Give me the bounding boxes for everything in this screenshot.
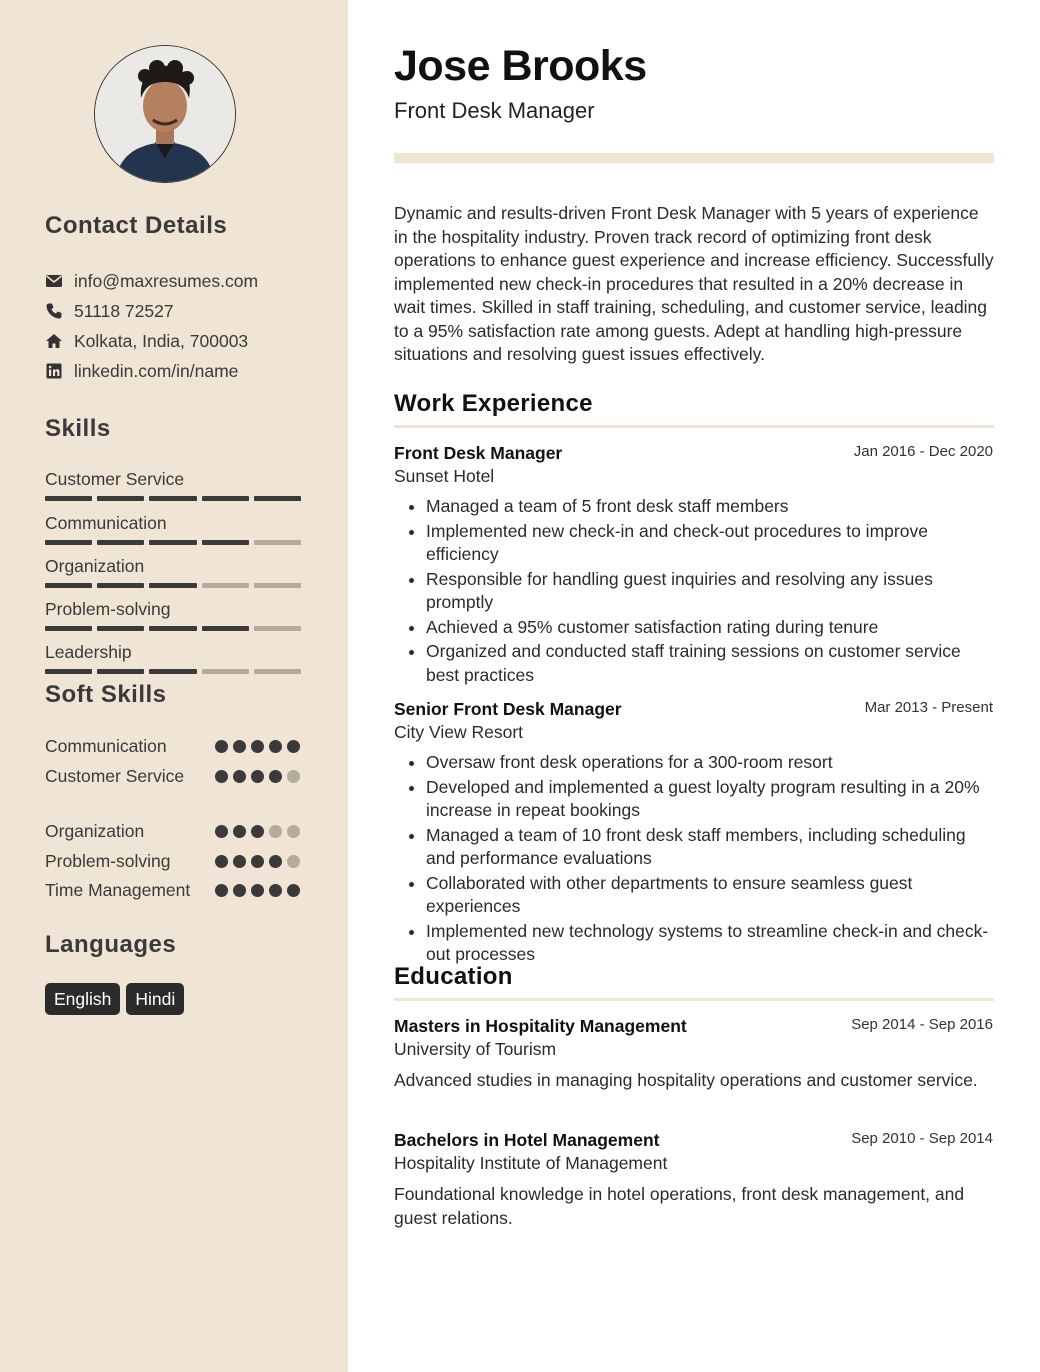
rating-dot [215, 855, 228, 868]
institution: Hospitality Institute of Management [394, 1153, 668, 1173]
soft-skill-item [45, 878, 301, 902]
skill-level-segment [97, 540, 144, 545]
rating-dot [287, 740, 300, 753]
skill-item [45, 512, 301, 545]
job-company: Sunset Hotel [394, 466, 495, 486]
skill-item [45, 555, 301, 588]
skill-level-segment [202, 669, 249, 674]
candidate-role: Front Desk Manager [394, 98, 595, 123]
sidebar [0, 0, 348, 1372]
rating-dot [233, 740, 246, 753]
job-bullet: • Managed a team of 10 front desk staff members, including scheduling and performance evaluations [426, 824, 994, 871]
work-entry [394, 442, 994, 688]
contact-location-text: Kolkata, India, 700003 [74, 330, 249, 351]
language-pill: Hindi [126, 983, 184, 1015]
skill-level-segment [45, 583, 92, 588]
skill-level-segment [202, 583, 249, 588]
job-bullets [394, 495, 994, 687]
skill-label: Leadership [45, 642, 132, 662]
job-bullet: • Developed and implemented a guest loyalty program resulting in a 20% increase in repeat bookings [426, 776, 994, 823]
skill-level-segment [97, 669, 144, 674]
skill-item [45, 468, 301, 501]
work-heading: Work Experience [394, 390, 593, 417]
soft-skill-item [45, 764, 301, 788]
soft-skill-rating [215, 770, 300, 783]
skill-level-segment [45, 496, 92, 501]
languages-list [45, 983, 184, 1015]
soft-skills-heading: Soft Skills [45, 681, 167, 708]
rating-dot [215, 740, 228, 753]
skill-level-segment [149, 669, 196, 674]
skills-heading: Skills [45, 415, 111, 442]
skill-level-segment [254, 496, 301, 501]
soft-skill-item [45, 734, 301, 758]
rating-dot [215, 825, 228, 838]
soft-skill-rating [215, 855, 300, 868]
institution: University of Tourism [394, 1039, 557, 1059]
skill-level-bar [45, 669, 301, 674]
job-bullet: • Responsible for handling guest inquiries and resolving any issues promptly [426, 568, 994, 615]
job-bullet: • Oversaw front desk operations for a 300-room resort [426, 751, 994, 775]
skill-level-bar [45, 496, 301, 501]
phone-icon [45, 302, 63, 320]
soft-skill-label: Communication [45, 736, 167, 756]
skill-level-segment [45, 540, 92, 545]
skill-label: Organization [45, 556, 145, 576]
contact-location [45, 329, 248, 353]
skill-level-bar [45, 626, 301, 631]
avatar [94, 45, 236, 183]
job-date: Mar 2013 - Present [864, 699, 993, 716]
degree-title: Bachelors in Hotel Management [394, 1130, 660, 1150]
rating-dot [287, 825, 300, 838]
job-bullet: • Achieved a 95% customer satisfaction rating during tenure [426, 616, 994, 640]
soft-skill-rating [215, 740, 300, 753]
skill-item [45, 598, 301, 631]
education-entry [394, 1129, 994, 1230]
rating-dot [233, 884, 246, 897]
skill-level-segment [97, 496, 144, 501]
rating-dot [215, 770, 228, 783]
contact-phone-text: 51118 72527 [74, 300, 174, 321]
soft-skill-label: Problem-solving [45, 851, 171, 871]
rating-dot [287, 884, 300, 897]
rating-dot [251, 825, 264, 838]
soft-skill-label: Organization [45, 821, 145, 841]
skill-level-segment [149, 540, 196, 545]
skill-label: Communication [45, 513, 167, 533]
work-entry [394, 698, 994, 968]
rating-dot [287, 770, 300, 783]
contact-phone[interactable] [45, 299, 174, 323]
job-title: Front Desk Manager [394, 443, 563, 463]
soft-skill-label: Customer Service [45, 766, 185, 786]
skill-level-segment [202, 496, 249, 501]
linkedin-icon [45, 362, 63, 380]
header-divider [394, 153, 994, 163]
summary: Dynamic and results-driven Front Desk Manager with 5 years of experience in the hospitality industry. Proven track record of optimizing front desk operations to enhance guest experience and increase efficiency. Successfully implemented new check-in procedures that resulted in a 20% decrease in wait times. Skilled in staff training, scheduling, and customer service, leading to a 95% satisfaction rate among guests. Adept at handling high-pressure situations and resolving guest issues effectively. [394, 203, 994, 364]
rating-dot [251, 770, 264, 783]
contact-linkedin[interactable] [45, 359, 238, 383]
soft-skill-rating [215, 825, 300, 838]
rating-dot [269, 740, 282, 753]
rating-dot [251, 740, 264, 753]
skill-level-segment [149, 496, 196, 501]
degree-description: Advanced studies in managing hospitality operations and customer service. [394, 1070, 978, 1090]
skill-level-bar [45, 540, 301, 545]
skill-level-segment [254, 540, 301, 545]
skill-level-segment [202, 540, 249, 545]
job-title: Senior Front Desk Manager [394, 699, 622, 719]
skill-level-segment [97, 583, 144, 588]
soft-skill-item [45, 819, 301, 843]
skill-level-segment [254, 669, 301, 674]
education-divider [394, 998, 994, 1001]
skill-item [45, 641, 301, 674]
education-heading: Education [394, 963, 513, 990]
skill-level-segment [97, 626, 144, 631]
work-divider [394, 425, 994, 428]
candidate-name: Jose Brooks [394, 42, 647, 90]
job-bullet: • Collaborated with other departments to ensure seamless guest experiences [426, 872, 994, 919]
education-entry [394, 1015, 994, 1092]
degree-title: Masters in Hospitality Management [394, 1016, 687, 1036]
rating-dot [233, 855, 246, 868]
rating-dot [215, 884, 228, 897]
soft-skill-item [45, 849, 301, 873]
rating-dot [251, 855, 264, 868]
envelope-icon [45, 272, 63, 290]
skill-level-segment [45, 669, 92, 674]
skill-label: Problem-solving [45, 599, 171, 619]
rating-dot [269, 855, 282, 868]
contact-linkedin-text: linkedin.com/in/name [74, 360, 239, 381]
degree-description: Foundational knowledge in hotel operations, front desk management, and guest relations. [394, 1184, 965, 1228]
skill-level-bar [45, 583, 301, 588]
rating-dot [269, 825, 282, 838]
job-bullets [394, 751, 994, 967]
degree-date: Sep 2010 - Sep 2014 [851, 1130, 993, 1147]
job-bullet: • Implemented new check-in and check-out procedures to improve efficiency [426, 520, 994, 567]
skill-level-segment [149, 583, 196, 588]
rating-dot [287, 855, 300, 868]
skill-label: Customer Service [45, 469, 185, 489]
rating-dot [269, 770, 282, 783]
job-bullet: • Managed a team of 5 front desk staff members [426, 495, 994, 519]
soft-skill-rating [215, 884, 300, 897]
rating-dot [269, 884, 282, 897]
home-icon [45, 332, 63, 350]
rating-dot [251, 884, 264, 897]
job-bullet: • Organized and conducted staff training sessions on customer service best practices [426, 640, 994, 687]
job-date: Jan 2016 - Dec 2020 [853, 443, 993, 460]
contact-email-text: info@maxresumes.com [74, 270, 259, 291]
contact-email[interactable] [45, 269, 258, 293]
job-company: City View Resort [394, 722, 524, 742]
profile-photo [95, 46, 235, 182]
skill-level-segment [45, 626, 92, 631]
contact-heading: Contact Details [45, 212, 228, 239]
soft-skill-label: Time Management [45, 880, 191, 900]
language-pill: English [45, 983, 120, 1015]
skill-level-segment [254, 583, 301, 588]
languages-heading: Languages [45, 931, 177, 958]
skill-level-segment [149, 626, 196, 631]
rating-dot [233, 825, 246, 838]
skill-level-segment [202, 626, 249, 631]
rating-dot [233, 770, 246, 783]
degree-date: Sep 2014 - Sep 2016 [851, 1016, 993, 1033]
skill-level-segment [254, 626, 301, 631]
job-bullet: • Implemented new technology systems to streamline check-in and check-out processes [426, 920, 994, 967]
